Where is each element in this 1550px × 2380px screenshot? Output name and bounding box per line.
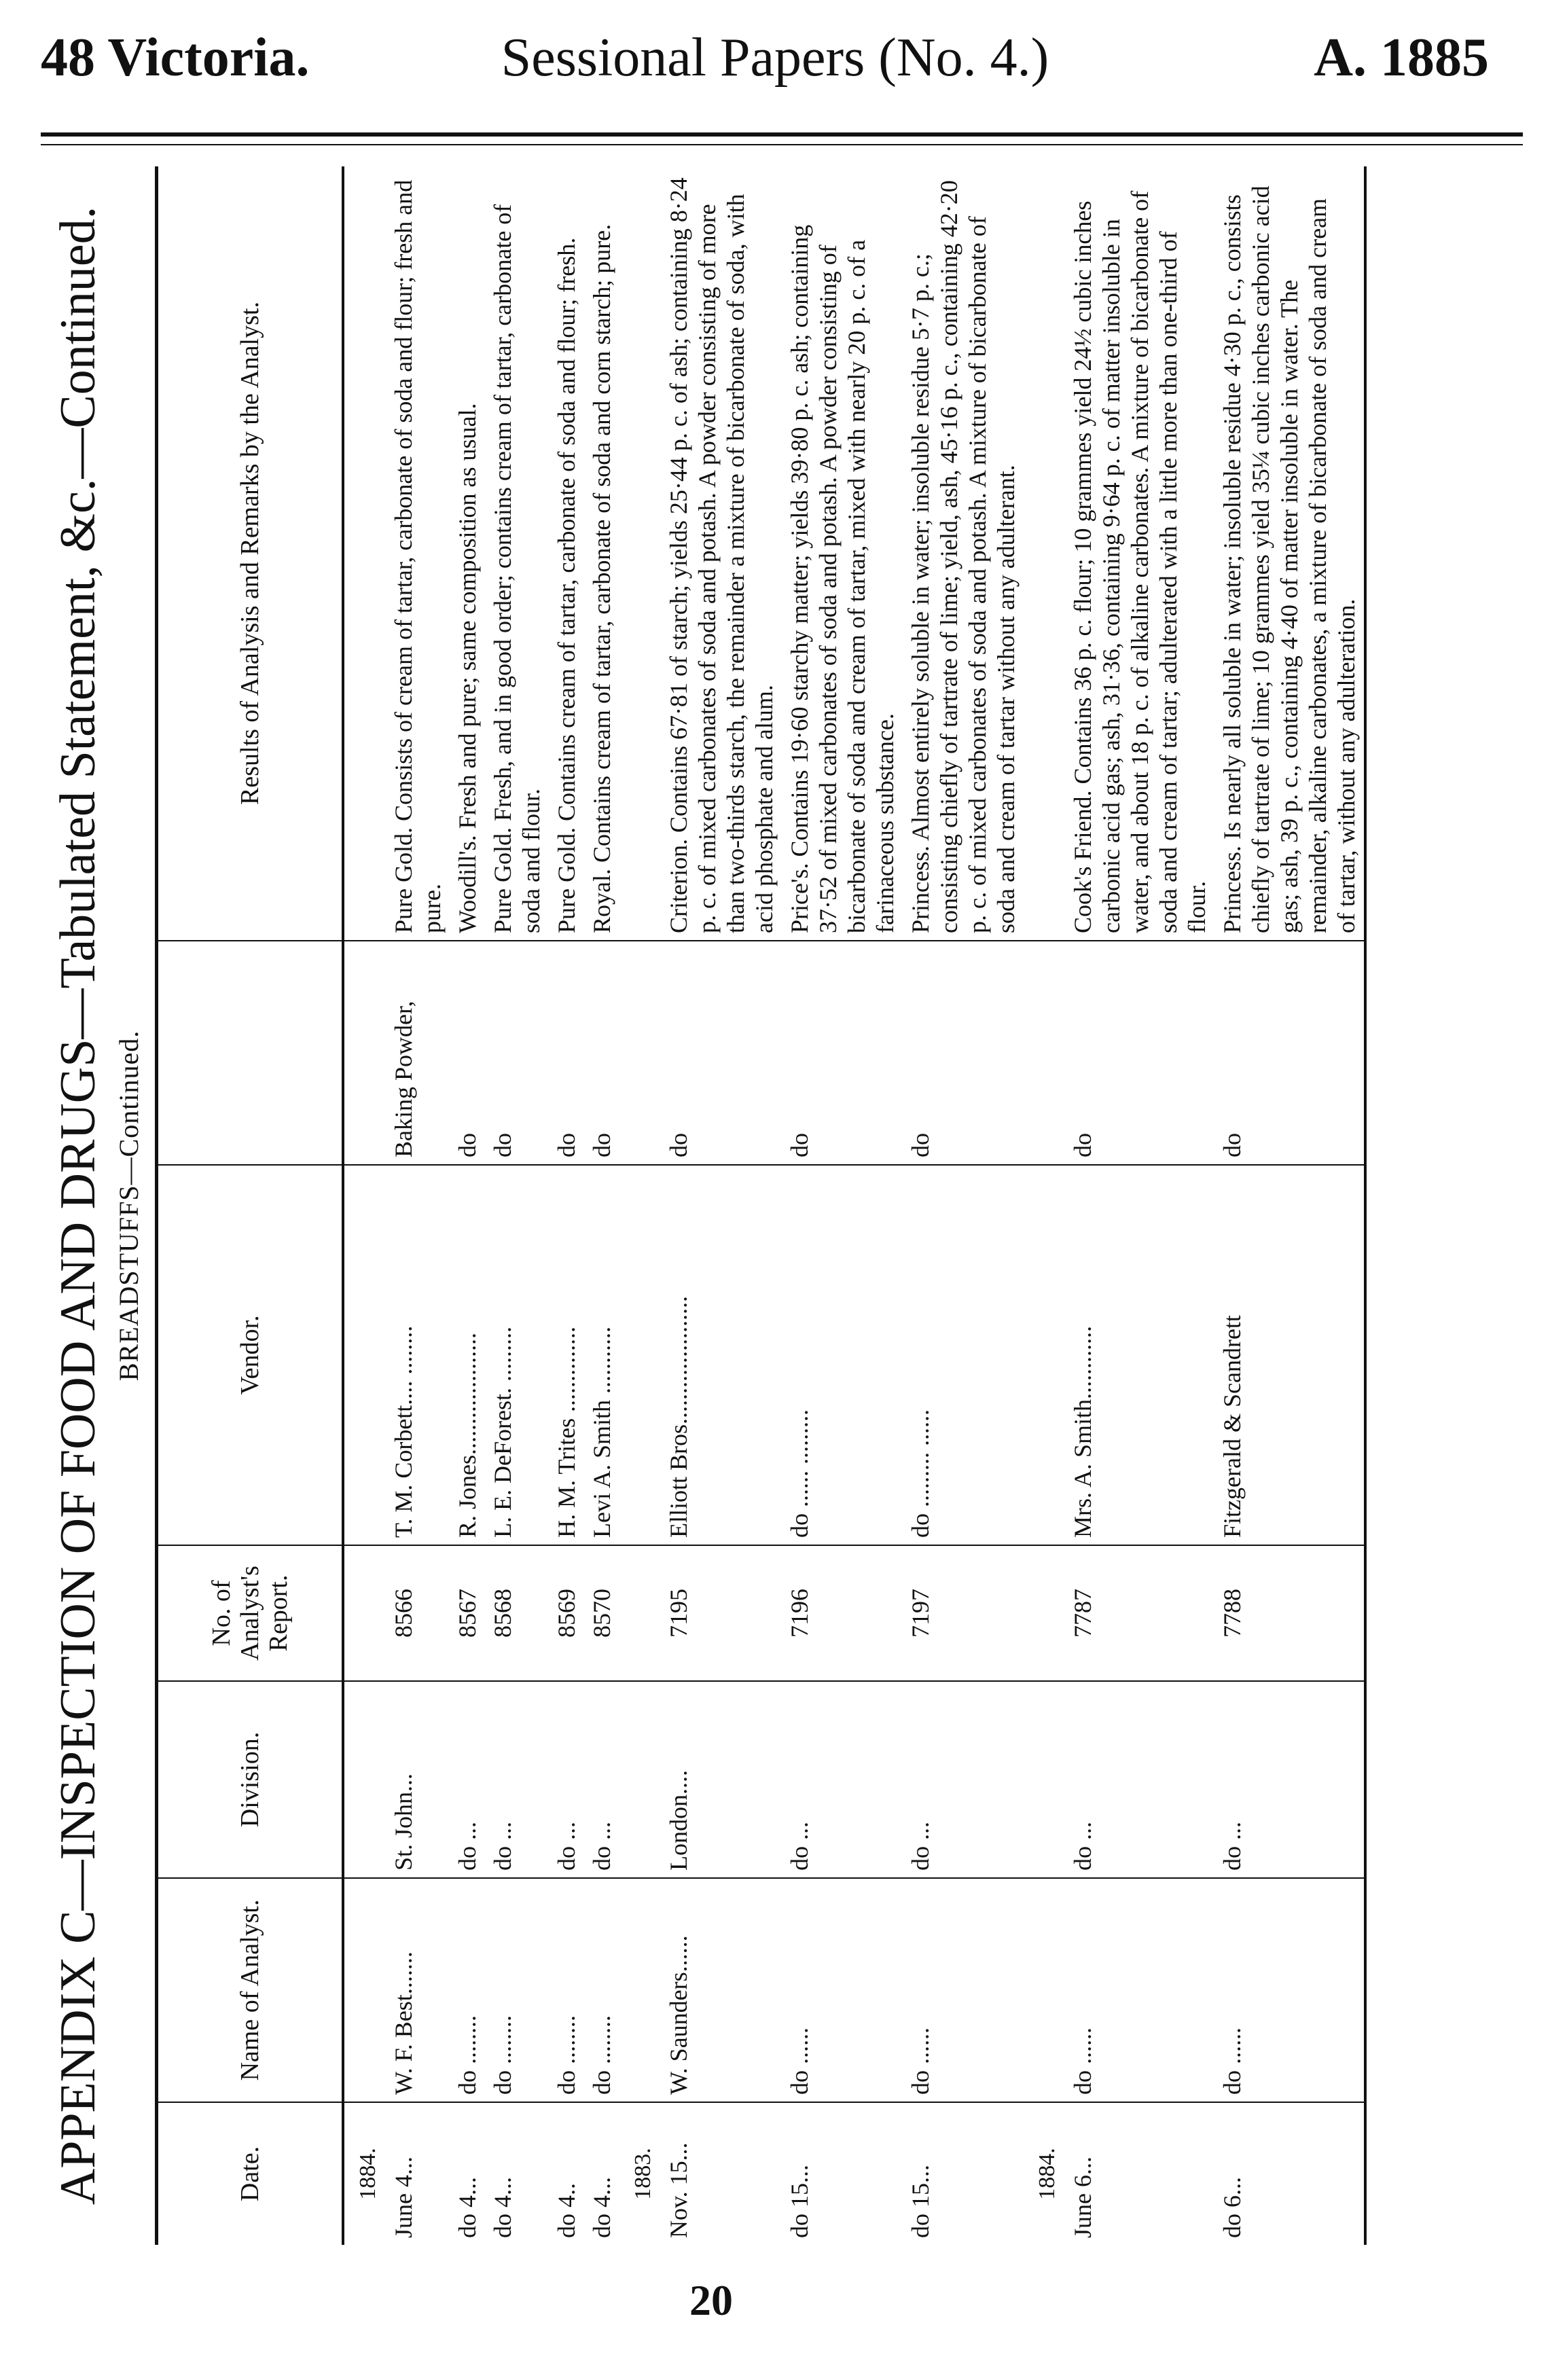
cell-report: 7197 [903,1545,1024,1681]
cell-article: do [661,941,782,1165]
cell-division: do ... [782,1681,903,1878]
cell-article: do [450,941,485,1165]
cell-article: do [782,941,903,1165]
cell-results: Princess. Is nearly all soluble in water; insoluble residue 4·30 p. c., consists chiefly of tartrate of lime; 10 grammes yield 35¼ cubic inches carbonic acid gas; ash, 39 p. c., containing 4·40 of matter insoluble in water. The remainder, alkaline carbonates, a mixture of bicarbonate of soda and cream of tartar, without any adulteration. [1214,166,1364,941]
cell-article: do [584,941,619,1165]
cell-vendor: do ...... ......... [782,1165,903,1545]
table-row [584,166,619,2245]
cell-results: Cook's Friend. Contains 36 p. c. flour; 10 grammes yield 24½ cubic inches carbonic acid gas; ash, 31·36, containing 9·64 p. c. of matter insoluble in water, and about 18 p. c. of alkaline carbonates. A mixture of bicarbonate of soda and cream of tartar; adulterated with a little more than one-third of flour. [1065,166,1214,941]
cell-results: Pure Gold. Contains cream of tartar, carbonate of soda and flour; fresh. [549,166,584,941]
cell-date: do 4.. [553,2183,580,2238]
cell-article: do [549,941,584,1165]
cell-vendor: T. M. Corbett.... ........ [386,1165,450,1545]
cell-analyst: do ...... [782,1878,903,2102]
cell-results: Pure Gold. Consists of cream of tartar, carbonate of soda and flour; fresh and pure. [386,166,450,941]
year-label: 1883. [630,2148,655,2200]
cell-analyst: W. Saunders...... [661,1878,782,2102]
table-row [782,166,903,2245]
cell-results: Pure Gold. Fresh, and in good order; contains cream of tartar, carbonate of soda and flour. [485,166,549,941]
cell-article: do [485,941,549,1165]
cell-vendor: do ......... ...... [903,1165,1024,1545]
table-body [343,166,1364,2245]
empty-cell [1024,1681,1065,1878]
cell-analyst: do ........ [584,1878,619,2102]
empty-cell [343,1165,386,1545]
cell-analyst: do ...... [903,1878,1024,2102]
table-row [1214,166,1364,2245]
cell-report: 8568 [485,1545,549,1681]
cell-analyst: do ........ [549,1878,584,2102]
empty-cell [619,941,661,1165]
header-papers: Sessional Papers (No. 4.) [501,28,1049,88]
empty-cell [619,166,661,941]
year-row [619,166,661,2245]
section-subtitle: BREADSTUFFS—Continued. [113,1030,144,1382]
empty-cell [619,1165,661,1545]
cell-date: do 4... [454,2177,481,2238]
cell-results: Royal. Contains cream of tartar, carbonate of soda and corn starch; pure. [584,166,619,941]
cell-analyst: W. F. Best....... [386,1878,450,2102]
cell-date: do 6... [1219,2177,1246,2238]
col-vendor: Vendor. [157,1165,344,1545]
cell-results: Woodill's. Fresh and pure; same composition as usual. [450,166,485,941]
header-rule [41,132,1523,137]
year-label: 1884. [355,2148,380,2200]
cell-report: 8566 [386,1545,450,1681]
year-row [343,166,386,2245]
cell-report: 8570 [584,1545,619,1681]
col-results: Results of Analysis and Remarks by the Analyst. [157,166,344,941]
cell-vendor: L. E. DeForest. ......... [485,1165,549,1545]
cell-analyst: do ........ [485,1878,549,2102]
rotated-table-page [48,166,1467,2245]
cell-results: Princess. Almost entirely soluble in water; insoluble residue 5·7 p. c.; consisting chiefly of tartrate of lime; yield, ash, 45·16 p. c., containing 42·20 p. c. of mixed carbonates of soda and potash. A mixture of bicarbonate of soda and cream of tartar without any adulterant. [903,166,1024,941]
year-label: 1884. [1034,2148,1060,2200]
table-header-row [157,166,344,2245]
cell-date: do 15... [786,2165,813,2238]
header-session: 48 Victoria. [41,28,310,88]
header-rule-thin [41,144,1523,145]
cell-report: 7787 [1065,1545,1214,1681]
table-row [549,166,584,2245]
cell-date: do 4... [588,2177,615,2238]
cell-vendor: Elliott Bros..................... [661,1165,782,1545]
header-year: A. 1885 [1314,28,1489,88]
cell-division: do ... [549,1681,584,1878]
year-row [1024,166,1065,2245]
cell-date: do 4... [489,2177,516,2238]
cell-division: do ... [584,1681,619,1878]
table-row [1065,166,1214,2245]
empty-cell [343,941,386,1165]
cell-division: St. John... [386,1681,450,1878]
cell-division: do ... [1214,1681,1364,1878]
cell-date: June 6... [1069,2157,1096,2238]
cell-analyst: do ...... [1214,1878,1364,2102]
col-report: No. of Analyst's Report. [157,1545,344,1681]
cell-report: 8569 [549,1545,584,1681]
empty-cell [619,1878,661,2102]
empty-cell [343,1681,386,1878]
cell-vendor: Fitzgerald & Scandrett [1214,1165,1364,1545]
table-bottom-rule [1364,166,1367,2245]
empty-cell [1024,941,1065,1165]
empty-cell [619,1545,661,1681]
cell-results: Criterion. Contains 67·81 of starch; yields 25·44 p. c. of ash; containing 8·24 p. c. of mixed carbonates of soda and potash. A powder consisting of more than two-thirds starch, the remainder a mixture of bicarbonate of soda, with acid phosphate and alum. [661,166,782,941]
cell-date: Nov. 15... [665,2142,692,2238]
table-row [661,166,782,2245]
empty-cell [343,166,386,941]
col-division: Division. [157,1681,344,1878]
cell-division: do ... [485,1681,549,1878]
cell-vendor: R. Jones.................... [450,1165,485,1545]
cell-report: 8567 [450,1545,485,1681]
table-row [485,166,549,2245]
cell-division: London.... [661,1681,782,1878]
cell-analyst: do ........ [450,1878,485,2102]
cell-vendor: Mrs. A. Smith............ [1065,1165,1214,1545]
cell-article: do [1214,941,1364,1165]
page-title: APPENDIX C—INSPECTION OF FOOD AND DRUGS—Tabulated Statement, &c.—Continued. [50,206,106,2205]
cell-report: 7196 [782,1545,903,1681]
cell-results: Price's. Contains 19·60 starchy matter; yields 39·80 p. c. ash; containing 37·52 of mixed carbonates of soda and potash. A powder consisting of bicarbonate of soda and cream of tartar, mixed with nearly 20 p. c. of a farinaceous substance. [782,166,903,941]
col-analyst: Name of Analyst. [157,1878,344,2102]
cell-date: June 4... [390,2157,417,2238]
cell-article: do [1065,941,1214,1165]
cell-vendor: Levi A. Smith ........... [584,1165,619,1545]
inspection-table [155,166,1364,2245]
cell-report: 7195 [661,1545,782,1681]
cell-division: do ... [903,1681,1024,1878]
table-row [903,166,1024,2245]
empty-cell [1024,1165,1065,1545]
col-date: Date. [157,2102,344,2245]
page-number: 20 [689,2276,733,2324]
cell-division: do ... [1065,1681,1214,1878]
empty-cell [343,1878,386,2102]
col-article [157,941,344,1165]
empty-cell [619,1681,661,1878]
cell-article: do [903,941,1024,1165]
table-row [386,166,450,2245]
empty-cell [1024,1878,1065,2102]
empty-cell [343,1545,386,1681]
cell-article: Baking Powder, [386,941,450,1165]
cell-date: do 15... [907,2165,934,2238]
cell-analyst: do ...... [1065,1878,1214,2102]
table-row [450,166,485,2245]
cell-report: 7788 [1214,1545,1364,1681]
cell-division: do ... [450,1681,485,1878]
empty-cell [1024,166,1065,941]
cell-vendor: H. M. Trites .............. [549,1165,584,1545]
empty-cell [1024,1545,1065,1681]
